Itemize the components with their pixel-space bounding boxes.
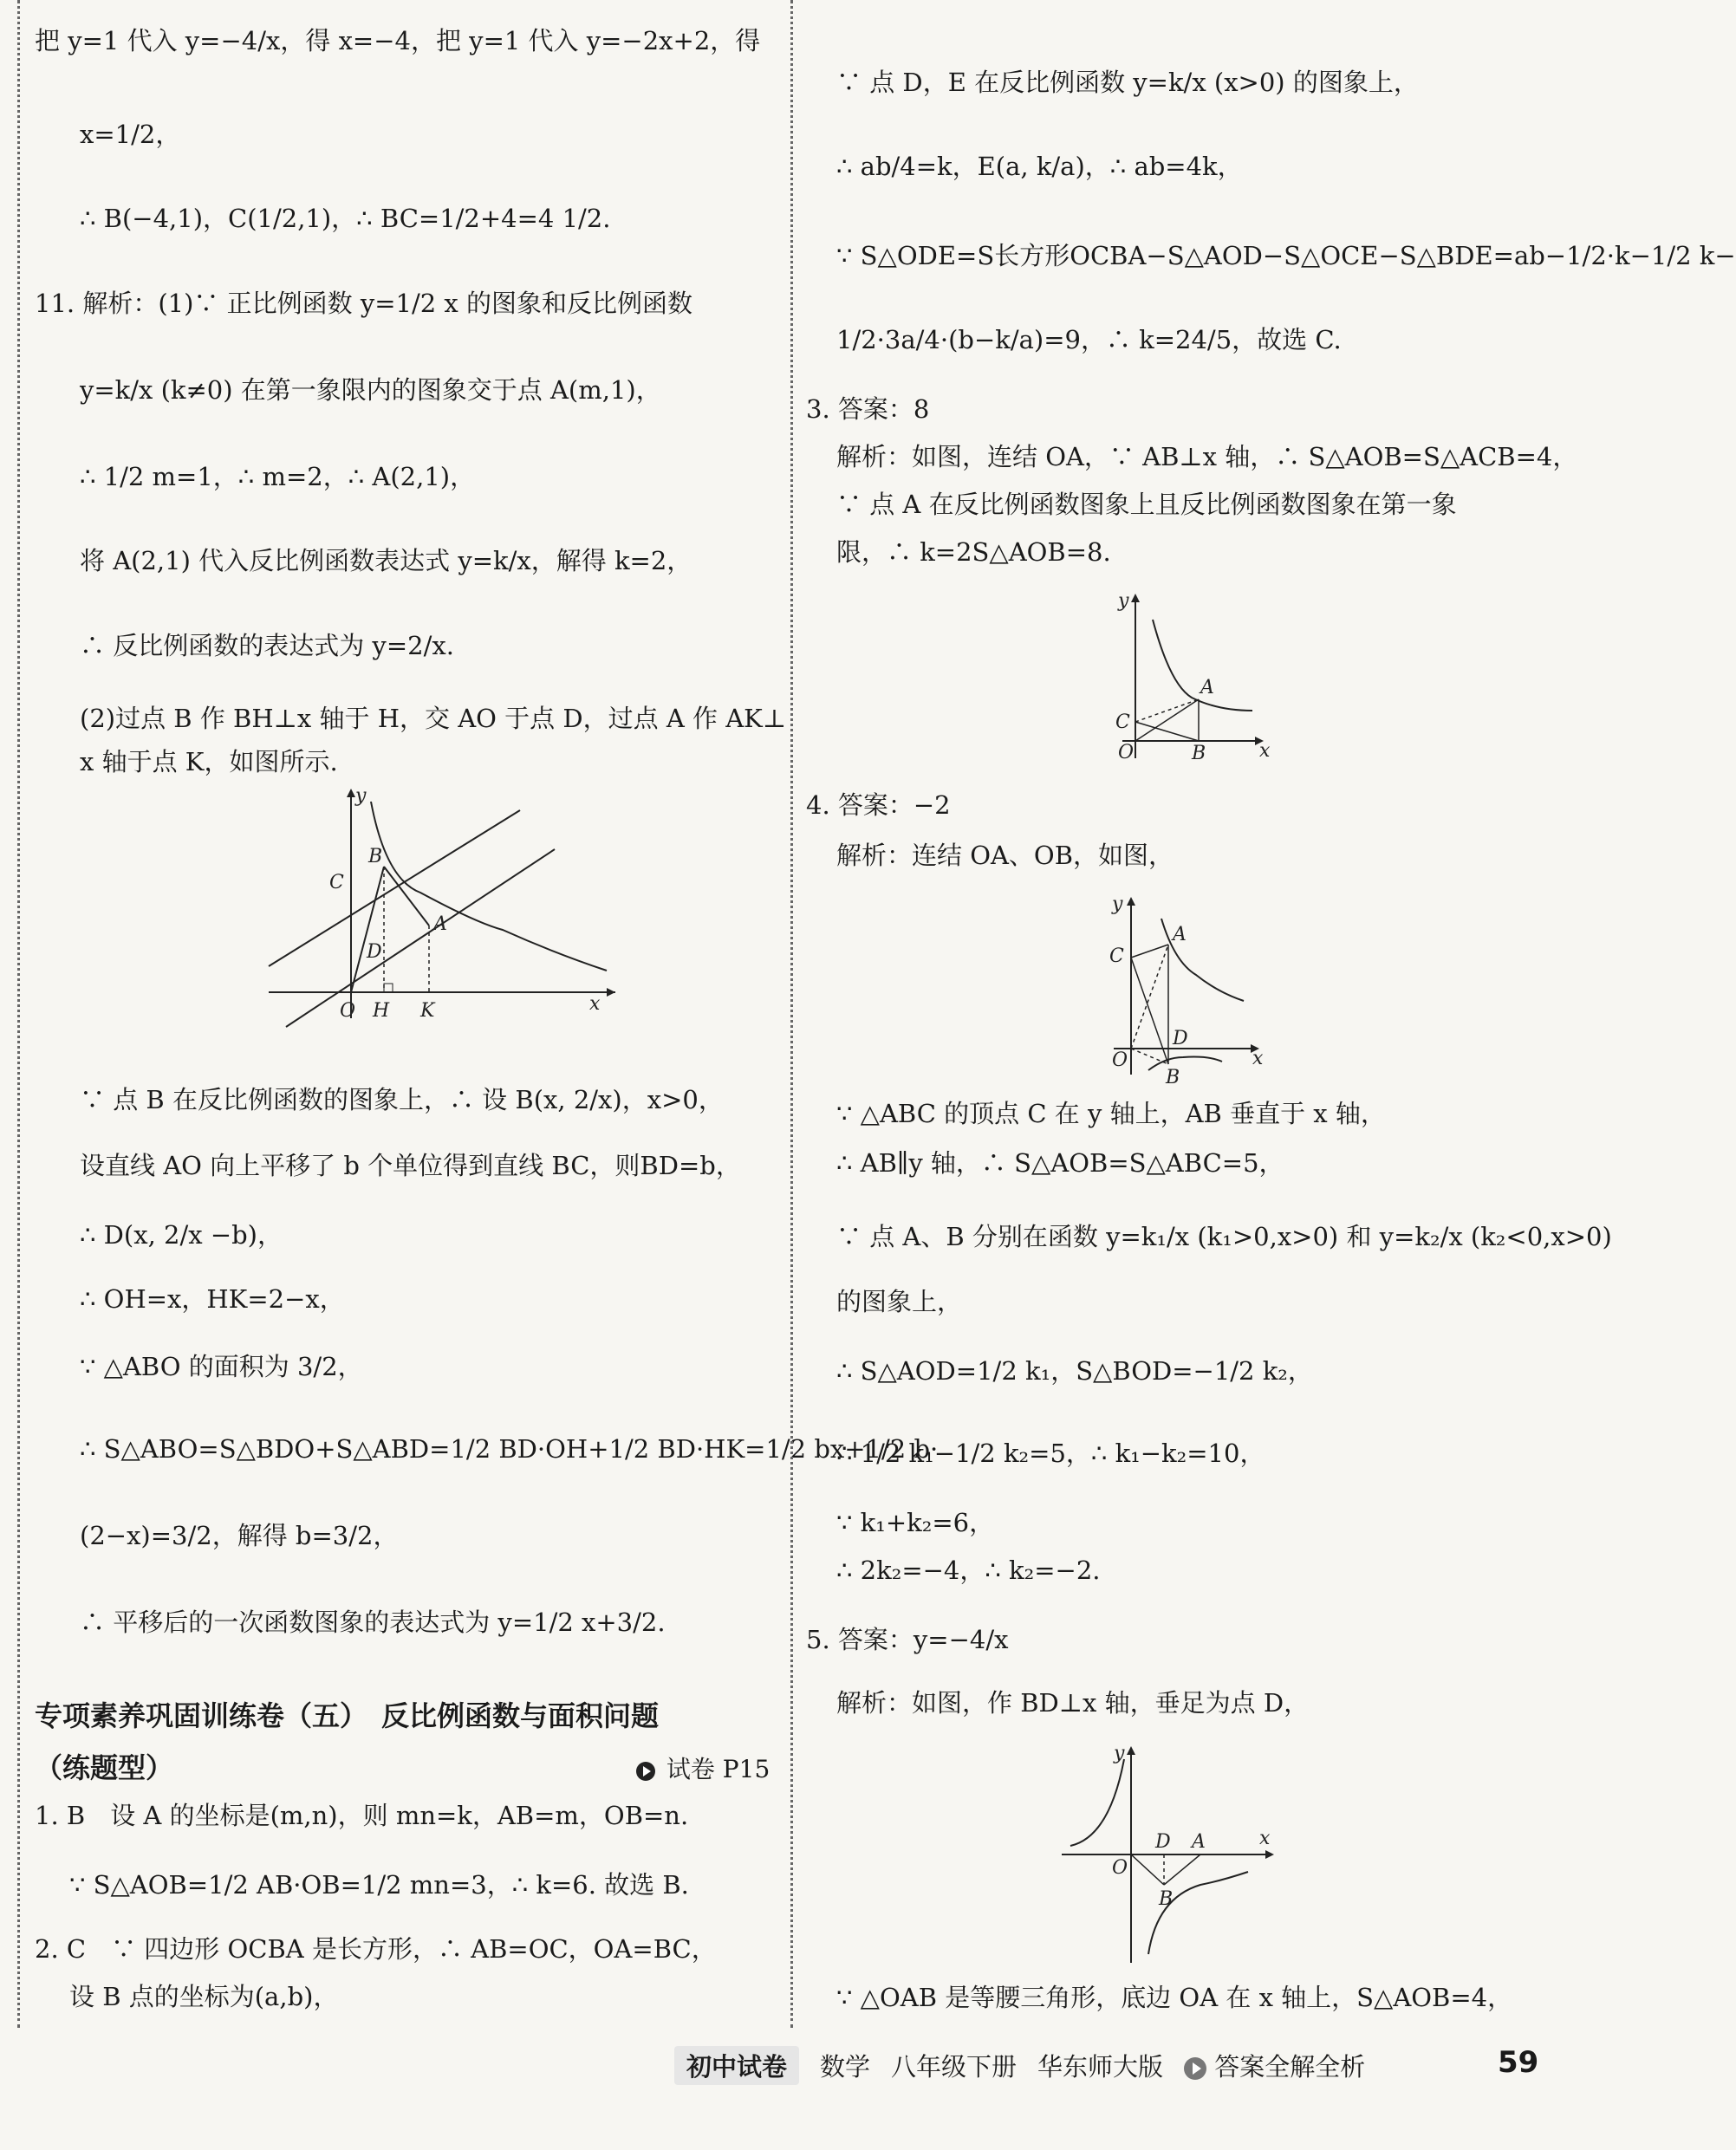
- label-A: A: [433, 913, 447, 935]
- label-D: D: [367, 941, 382, 963]
- column-divider: [790, 0, 793, 2028]
- label-B: B: [1159, 1888, 1174, 1910]
- text-line: 1/2·3a/4·(b−k/a)=9，∴ k=24/5，故选 C.: [836, 325, 1342, 354]
- page-footer: [674, 2045, 1365, 2085]
- text-line: 的图象上，: [836, 1287, 963, 1316]
- label-A: A: [1173, 924, 1187, 945]
- text-line: ∵ 点 B 在反比例函数的图象上，∴ 设 B(x, 2/x)，x>0，: [80, 1085, 724, 1114]
- text-line: ∵ 点 A 在反比例函数图象上且反比例函数图象在第一象: [836, 490, 1457, 519]
- question-1-line: 1. B 设 A 的坐标是(m,n)，则 mn=k，AB=m，OB=n.: [35, 1801, 689, 1830]
- label-y: y: [355, 785, 367, 807]
- text-line: 解析：如图，连结 OA，∵ AB⊥x 轴，∴ S△AOB=S△ACB=4，: [836, 442, 1578, 471]
- page-number: 59: [1498, 2045, 1539, 2080]
- footer-tagline: 答案全解全析: [1214, 2051, 1366, 2082]
- text-line: (2−x)=3/2，解得 b=3/2，: [80, 1521, 399, 1550]
- footer-subject: 数学: [820, 2051, 871, 2082]
- label-K: K: [420, 1000, 435, 1022]
- text-line: ∴ OH=x，HK=2−x，: [80, 1284, 345, 1314]
- text-line: ∵ S△AOB=1/2 AB·OB=1/2 mn=3，∴ k=6. 故选 B.: [69, 1870, 689, 1900]
- text-line: ∵ △ABC 的顶点 C 在 y 轴上，AB 垂直于 x 轴，: [836, 1099, 1386, 1128]
- text-line: ∵ 点 A、B 分别在函数 y=k₁/x (k₁>0,x>0) 和 y=k₂/x (k₂<0,x>0): [836, 1222, 1612, 1251]
- text-line: (2)过点 B 作 BH⊥x 轴于 H，交 AO 于点 D，过点 A 作 AK⊥: [80, 704, 787, 733]
- question-2-line: 2. C ∵ 四边形 OCBA 是长方形，∴ AB=OC，OA=BC，: [35, 1934, 717, 1964]
- label-H: H: [373, 1000, 390, 1022]
- text-line: ∴ 2k₂=−4，∴ k₂=−2.: [836, 1556, 1101, 1585]
- label-x: x: [1259, 1828, 1271, 1849]
- text-line: 限，∴ k=2S△AOB=8.: [836, 537, 1111, 567]
- text-line: ∴ D(x, 2/x −b)，: [80, 1220, 283, 1250]
- footer-tagline-wrap: [1184, 2048, 1365, 2083]
- label-D: D: [1155, 1831, 1171, 1853]
- text-line: ∵ 点 D，E 在反比例函数 y=k/x (x>0) 的图象上，: [836, 68, 1419, 97]
- text-line: ∴ 反比例函数的表达式为 y=2/x.: [80, 631, 454, 660]
- question-3-answer: 3. 答案：8: [806, 394, 930, 424]
- label-C: C: [329, 872, 344, 893]
- text-line: 设 B 点的坐标为(a,b)，: [69, 1982, 339, 2011]
- text-line: 解析：连结 OA、OB，如图，: [836, 841, 1174, 870]
- left-margin-divider: [17, 0, 20, 2028]
- footer-edition: 华东师大版: [1037, 2051, 1164, 2082]
- text-line: ∵ △ABO 的面积为 3/2，: [80, 1352, 363, 1381]
- label-O: O: [1112, 1857, 1128, 1879]
- question-11-line: 11. 解析：(1)∵ 正比例函数 y=1/2 x 的图象和反比例函数: [35, 289, 692, 318]
- label-D: D: [1173, 1028, 1188, 1049]
- section-subtitle: （练题型）: [35, 1751, 174, 1784]
- text-line: 解析：如图，作 BD⊥x 轴，垂足为点 D，: [836, 1688, 1310, 1718]
- footer-brand: 初中试卷: [674, 2046, 799, 2085]
- question-4-answer: 4. 答案：−2: [806, 790, 951, 820]
- text-line: ∴ B(−4,1)，C(1/2,1)，∴ BC=1/2+4=4 1/2.: [80, 204, 611, 233]
- label-A: A: [1200, 677, 1214, 698]
- right-column: [806, 0, 1736, 2028]
- test-paper-reference: 试卷 P15: [633, 1751, 770, 1785]
- text-line: ∵ k₁+k₂=6，: [836, 1508, 995, 1537]
- question-5-answer: 5. 答案：y=−4/x: [806, 1625, 1009, 1654]
- figure-q4: [1096, 893, 1270, 1087]
- text-line: ∵ △OAB 是等腰三角形，底边 OA 在 x 轴上，S△AOB=4，: [836, 1983, 1513, 2012]
- text-line: ∴ 1/2 k₁−1/2 k₂=5，∴ k₁−k₂=10，: [836, 1439, 1265, 1468]
- figure-q3: [1105, 589, 1278, 766]
- label-A: A: [1192, 1831, 1206, 1853]
- label-C: C: [1115, 711, 1130, 733]
- label-B: B: [1166, 1067, 1180, 1088]
- text-line: ∴ 1/2 m=1，∴ m=2，∴ A(2,1)，: [80, 462, 476, 491]
- text-line: 把 y=1 代入 y=−4/x，得 x=−4，把 y=1 代入 y=−2x+2，得: [35, 26, 761, 55]
- label-y: y: [1112, 893, 1123, 915]
- play-icon: [1184, 2057, 1206, 2080]
- label-x: x: [1252, 1048, 1264, 1069]
- text-line: x=1/2，: [80, 120, 181, 149]
- text-line: ∴ 平移后的一次函数图象的表达式为 y=1/2 x+3/2.: [80, 1608, 666, 1637]
- text-line: x 轴于点 K，如图所示.: [80, 747, 338, 776]
- figure-q5: [1062, 1742, 1287, 1971]
- figure-q11: [269, 784, 633, 1030]
- label-O: O: [340, 1000, 356, 1022]
- text-line: 将 A(2,1) 代入反比例函数表达式 y=k/x，解得 k=2，: [80, 546, 692, 575]
- label-x: x: [1259, 740, 1271, 762]
- section-title: 专项素养巩固训练卷（五） 反比例函数与面积问题: [35, 1699, 660, 1732]
- label-O: O: [1112, 1049, 1128, 1071]
- text-line: y=k/x (k≠0) 在第一象限内的图象交于点 A(m,1)，: [80, 375, 661, 405]
- footer-grade: 八年级下册: [891, 2051, 1018, 2082]
- text-line: 设直线 AO 向上平移了 b 个单位得到直线 BC，则BD=b，: [80, 1151, 741, 1180]
- label-y: y: [1118, 590, 1129, 612]
- label-O: O: [1118, 742, 1135, 763]
- text-line: ∴ S△AOD=1/2 k₁，S△BOD=−1/2 k₂，: [836, 1356, 1313, 1386]
- label-B: B: [1192, 743, 1206, 764]
- label-B: B: [368, 846, 383, 867]
- text-line: ∴ AB∥y 轴，∴ S△AOB=S△ABC=5，: [836, 1148, 1284, 1178]
- arrow-right-icon: [636, 1762, 655, 1781]
- label-C: C: [1109, 945, 1124, 967]
- text-line: ∴ S△ABO=S△BDO+S△ABD=1/2 BD·OH+1/2 BD·HK=1/2 bx+1/2 b·: [80, 1434, 939, 1464]
- label-x: x: [589, 993, 601, 1015]
- text-line: ∴ ab/4=k，E(a, k/a)，∴ ab=4k，: [836, 152, 1243, 181]
- text-line: ∵ S△ODE=S长方形OCBA−S△AOD−S△OCE−S△BDE=ab−1/2·k−1/2 k−: [836, 241, 1736, 270]
- label-y: y: [1114, 1743, 1125, 1764]
